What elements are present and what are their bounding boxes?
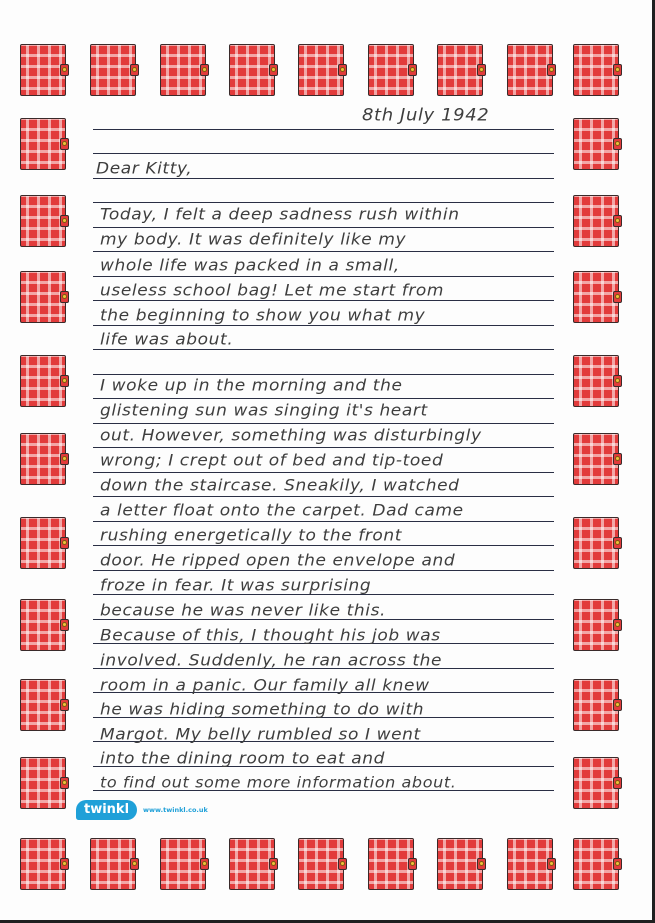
ruled-line [93, 349, 554, 350]
paragraph-2-line-17: to find out some more information about. [100, 773, 457, 791]
paragraph-2-line-5: down the staircase. Sneakily, I watched [100, 476, 460, 495]
twinkl-logo [76, 800, 208, 820]
paragraph-2-line-15: Margot. My belly rumbled so I went [100, 725, 421, 744]
paragraph-2-line-3: out. However, something was disturbingly [100, 426, 482, 445]
paragraph-1-line-3: whole life was packed in a small, [100, 256, 400, 275]
paragraph-2-line-12: involved. Suddenly, he ran across the [100, 651, 443, 670]
letter-greeting: Dear Kitty, [96, 159, 193, 178]
ruled-line [93, 276, 554, 277]
paragraph-2-line-9: froze in fear. It was surprising [100, 576, 372, 595]
twinkl-url: www.twinkl.co.uk [143, 806, 208, 814]
ruled-line [93, 570, 554, 571]
letter-date: 8th July 1942 [362, 105, 490, 125]
paragraph-1-line-2: my body. It was definitely like my [100, 230, 407, 249]
paragraph-2-line-14: he was hiding something to do with [100, 700, 425, 719]
paragraph-2-line-1: I woke up in the morning and the [100, 376, 403, 395]
ruled-line [93, 521, 554, 522]
paragraph-2-line-11: Because of this, I thought his job was [100, 626, 441, 645]
ruled-line [93, 545, 554, 546]
ruled-line [93, 398, 554, 399]
ruled-line [93, 496, 554, 497]
paragraph-2-line-10: because he was never like this. [100, 601, 387, 620]
paragraph-2-line-2: glistening sun was singing it's heart [100, 401, 428, 420]
paragraph-2-line-4: wrong; I crept out of bed and tip-toed [100, 451, 444, 470]
paragraph-1-line-1: Today, I felt a deep sadness rush within [100, 205, 460, 224]
ruled-line [93, 178, 554, 179]
ruled-line [93, 202, 554, 203]
twinkl-logo-badge: twinkl [76, 800, 137, 820]
paragraph-2-line-13: room in a panic. Our family all knew [100, 676, 430, 695]
paragraph-2-line-8: door. He ripped open the envelope and [100, 551, 456, 570]
ruled-line [93, 325, 554, 326]
ruled-line [93, 423, 554, 424]
ruled-line [93, 227, 554, 228]
paragraph-2-line-6: a letter float onto the carpet. Dad came [100, 501, 464, 520]
ruled-line [93, 447, 554, 448]
paragraph-1-line-6: life was about. [100, 330, 234, 349]
paragraph-2-line-7: rushing energetically to the front [100, 526, 403, 545]
ruled-line [93, 251, 554, 252]
paragraph-1-line-5: the beginning to show you what my [100, 306, 426, 325]
ruled-line [93, 472, 554, 473]
ruled-line [93, 300, 554, 301]
paragraph-2-line-16: into the dining room to eat and [100, 749, 386, 768]
ruled-line [93, 374, 554, 375]
ruled-line [93, 153, 554, 154]
ruled-line [93, 129, 554, 130]
paragraph-1-line-4: useless school bag! Let me start from [100, 281, 445, 300]
